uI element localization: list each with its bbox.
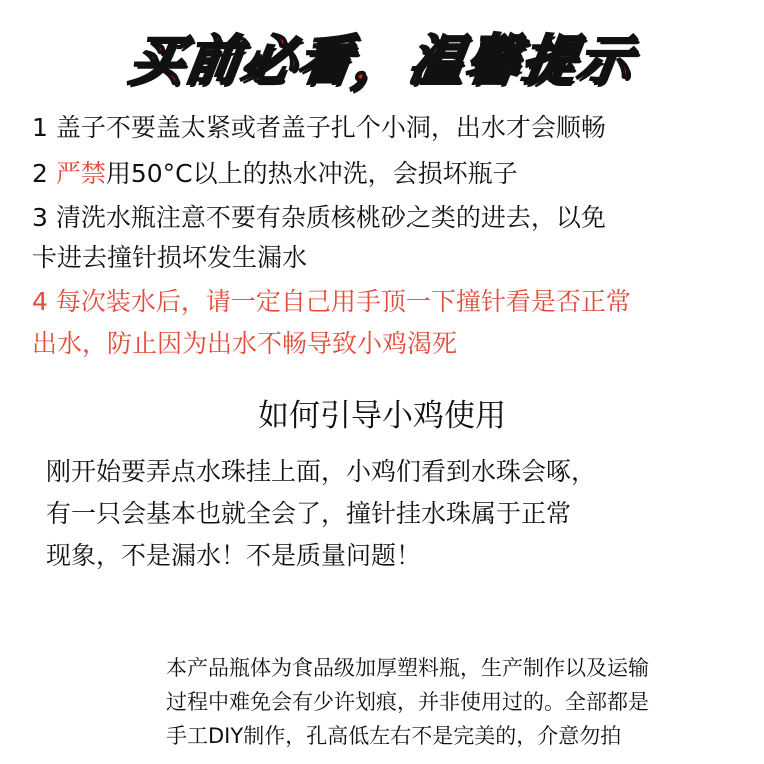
tip-2-text: 用50°C以上的热水冲洗，会损坏瓶子 — [105, 159, 518, 188]
tip-4-line-2: 出水，防止因为出水不畅导致小鸡渴死 — [32, 329, 458, 358]
tip-2-number: 2 — [32, 159, 56, 188]
tip-1: 1 盖子不要盖太紧或者盖子扎个小洞，出水才会顺畅 — [32, 113, 606, 142]
tip-3-line-1: 3 清洗水瓶注意不要有杂质核桃砂之类的进去，以免 — [32, 203, 606, 232]
tip-3-line-2: 卡进去撞针损坏发生漏水 — [32, 243, 308, 272]
guide-title: 如何引导小鸡使用 — [258, 398, 506, 434]
tip-4-line-1: 4 每次装水后，请一定自己用手顶一下撞针看是否正常 — [32, 287, 631, 316]
tip-2 — [32, 160, 744, 188]
tip-2-highlight: 严禁 — [55, 159, 106, 188]
guide-line-1: 刚开始要弄点水珠挂上面，小鸡们看到水珠会啄， — [46, 457, 597, 486]
guide-line-3: 现象，不是漏水！不是质量问题！ — [46, 541, 422, 570]
page-title: 买前必看，温馨提示 — [125, 29, 638, 92]
note-line-2: 过程中难免会有少许划痕，并非使用过的。全部都是 — [166, 690, 649, 714]
note-line-1: 本产品瓶体为食品级加厚塑料瓶，生产制作以及运输 — [166, 656, 649, 680]
note-line-3: 手工DIY制作，孔高低左右不是完美的，介意勿拍 — [166, 724, 622, 748]
guide-line-2: 有一只会基本也就全会了，撞针挂水珠属于正常 — [46, 499, 572, 528]
